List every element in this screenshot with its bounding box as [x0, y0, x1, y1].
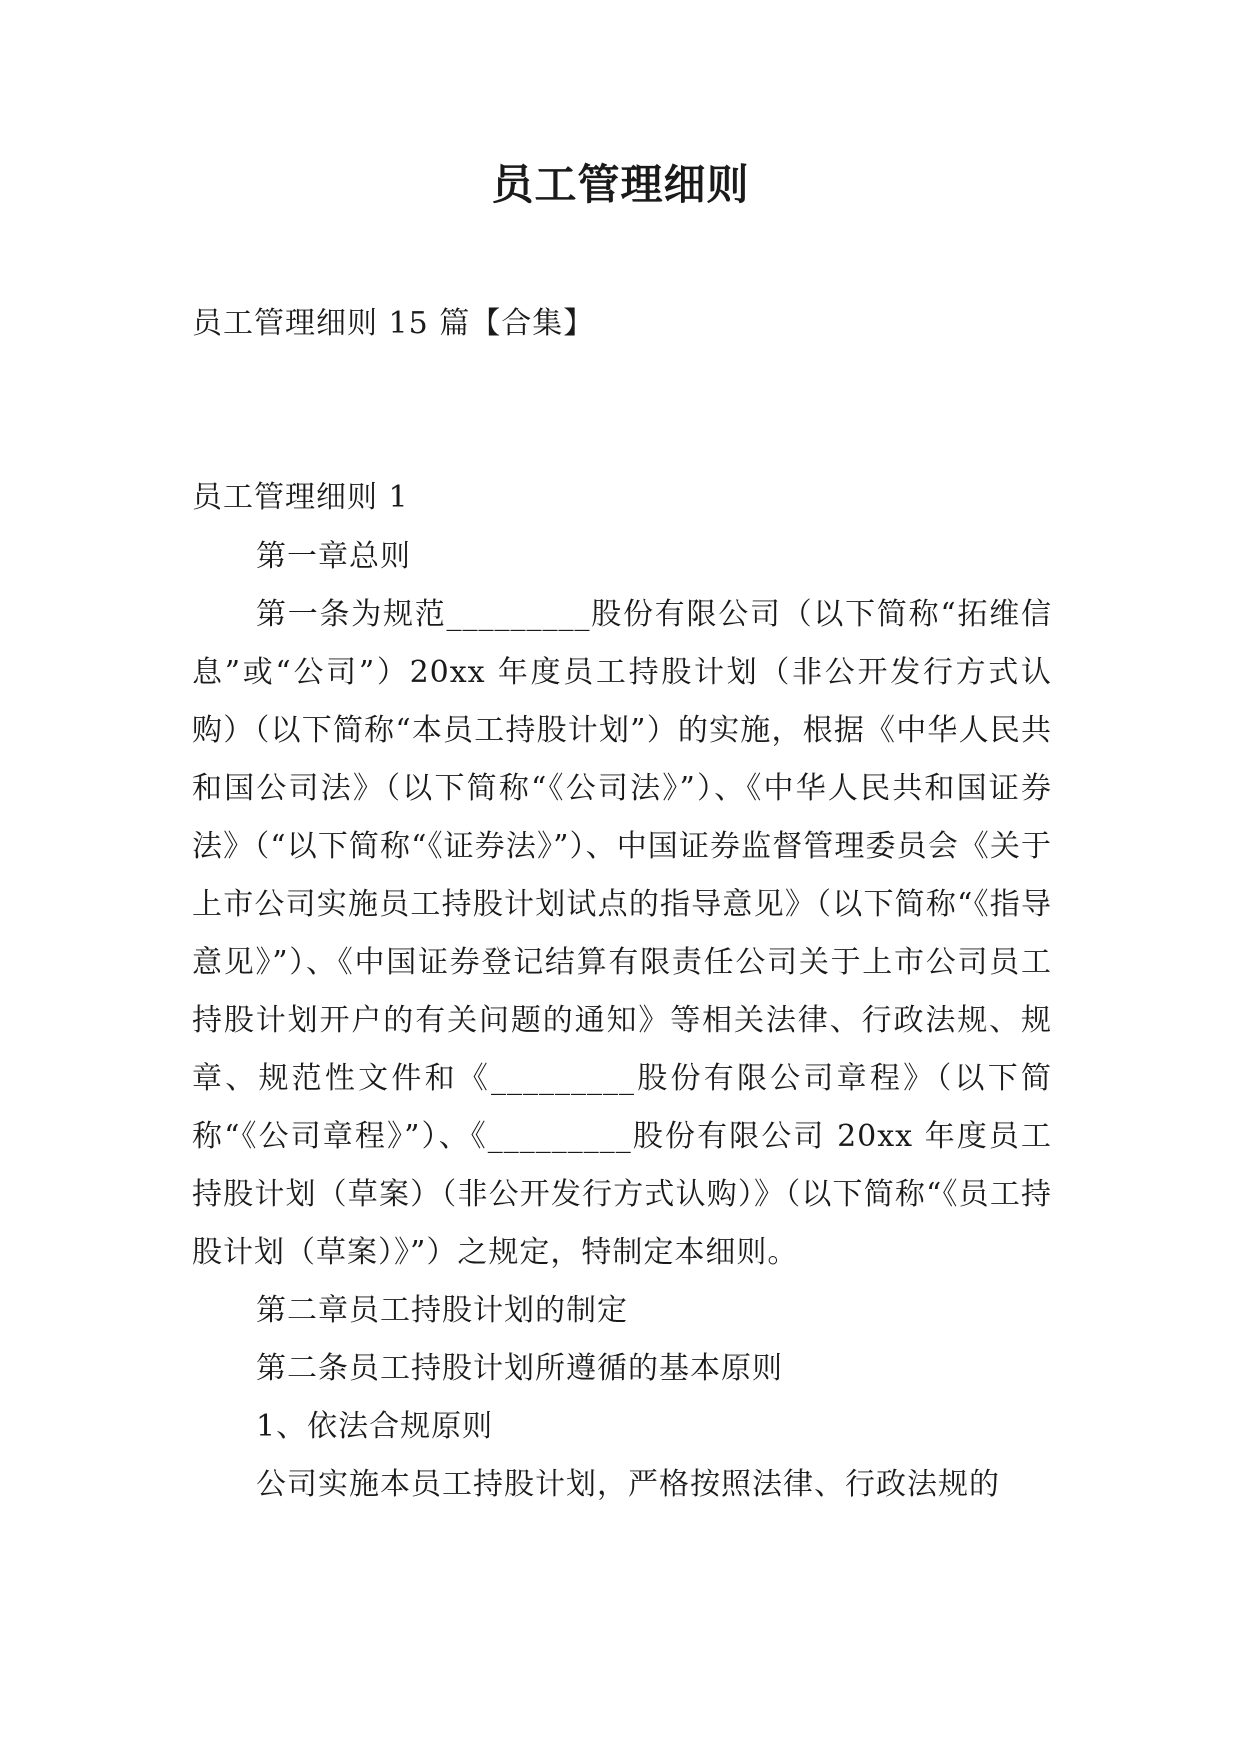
- document-body: [192, 528, 1052, 1514]
- document-title: 员工管理细则: [491, 160, 750, 209]
- body-paragraph: 公司实施本员工持股计划，严格按照法律、行政法规的: [256, 1467, 1000, 1502]
- section-heading: 员工管理细则 1: [192, 480, 409, 515]
- chapter-heading: 第一章总则: [256, 539, 411, 574]
- article-heading: 第二条员工持股计划所遵循的基本原则: [256, 1351, 783, 1386]
- document-subtitle: 员工管理细则 15 篇【合集】: [192, 306, 595, 341]
- article-paragraph: 第一条为规范_________股份有限公司（以下简称“拓维信息”或“公司”）20xx 年度员工持股计划（非公开发行方式认购）（以下简称“本员工持股计划”）的实施，根据《中华人民共和国公司法》（以下简称“《公司法》”）、《中华人民共和国证券法》（“以下简称“《证券法》”）、中国证券监督管理委员会《关于上市公司实施员工持股计划试点的指导意见》（以下简称“《指导意见》”）、《中国证券登记结算有限责任公司关于上市公司员工持股计划开户的有关问题的通知》等相关法律、行政法规、规章、规范性文件和《_________股份有限公司章程》（以下简称“《公司章程》”）、《_________股份有限公司 20xx 年度员工持股计划（草案）（非公开发行方式认购）》（以下简称“《员工持股计划（草案）》”）之规定，特制定本细则。: [192, 597, 1052, 1270]
- principle-heading: 1、依法合规原则: [256, 1409, 494, 1444]
- chapter-heading: 第二章员工持股计划的制定: [256, 1293, 628, 1328]
